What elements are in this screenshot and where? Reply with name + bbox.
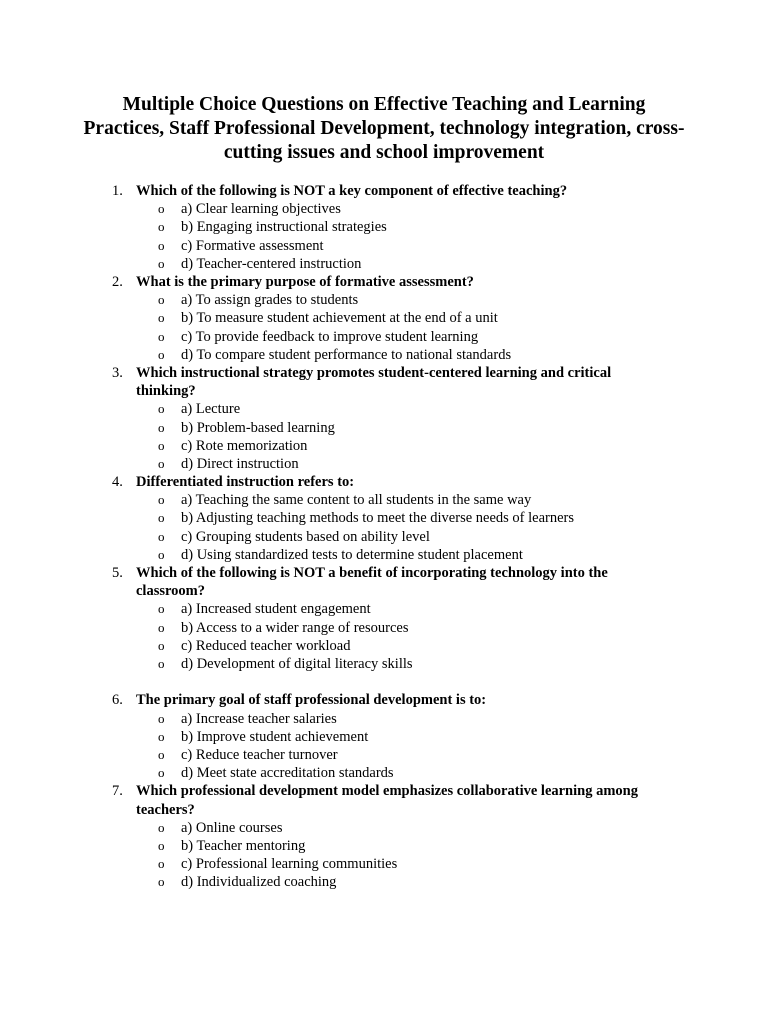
bullet-icon: o <box>158 237 165 253</box>
option-item <box>0 309 768 327</box>
option-item <box>0 346 768 364</box>
option-text: d) Development of digital literacy skills <box>181 655 413 672</box>
option-item <box>0 546 768 564</box>
option-text: a) To assign grades to students <box>181 292 359 309</box>
question-item <box>0 473 768 564</box>
bullet-icon: o <box>158 601 165 617</box>
bullet-icon: o <box>158 546 165 562</box>
bullet-icon: o <box>158 437 165 453</box>
option-item <box>0 419 768 437</box>
bullet-icon: o <box>158 292 165 308</box>
option-list <box>0 291 768 364</box>
option-list <box>0 491 768 564</box>
question-item <box>0 364 768 473</box>
question-text: Which of the following is NOT a benefit of incorporating technology into the classroom? <box>136 565 608 600</box>
bullet-icon: o <box>158 419 165 435</box>
question-text: Differentiated instruction refers to: <box>136 474 355 491</box>
option-item <box>0 509 768 527</box>
option-item <box>0 328 768 346</box>
option-item <box>0 528 768 546</box>
option-text: a) Online courses <box>181 819 283 836</box>
bullet-icon: o <box>158 637 165 653</box>
question-number: 1. <box>112 183 123 199</box>
option-item <box>0 873 768 891</box>
option-text: b) Access to a wider range of resources <box>181 619 409 636</box>
bullet-icon: o <box>158 510 165 526</box>
option-text: b) Improve student achievement <box>181 728 369 745</box>
option-item <box>0 728 768 746</box>
option-text: b) To measure student achievement at the end of a unit <box>181 310 498 327</box>
question-list <box>0 182 768 891</box>
option-text: c) Reduced teacher workload <box>181 637 351 654</box>
option-text: a) Clear learning objectives <box>181 201 341 218</box>
bullet-icon: o <box>158 528 165 544</box>
question-text: Which instructional strategy promotes student-centered learning and critical thinking? <box>136 364 612 400</box>
bullet-icon: o <box>158 255 165 271</box>
option-text: c) Rote memorization <box>181 437 308 454</box>
option-list <box>0 819 768 892</box>
question-number: 3. <box>112 364 123 381</box>
question-number: 6. <box>112 692 123 709</box>
bullet-icon: o <box>158 746 165 762</box>
option-text: d) Teacher-centered instruction <box>181 255 362 272</box>
option-item <box>0 218 768 236</box>
bullet-icon: o <box>158 619 165 635</box>
option-item <box>0 400 768 418</box>
question-number: 2. <box>112 273 123 290</box>
option-item <box>0 710 768 728</box>
bullet-icon: o <box>158 219 165 235</box>
option-item <box>0 764 768 782</box>
option-item <box>0 455 768 473</box>
bullet-icon: o <box>158 856 165 872</box>
option-list <box>0 400 768 473</box>
option-item <box>0 619 768 637</box>
option-item <box>0 746 768 764</box>
option-item <box>0 855 768 873</box>
bullet-icon: o <box>158 710 165 726</box>
question-item <box>0 182 768 273</box>
document-title: Multiple Choice Questions on Effective Teaching and Learning Practices, Staff Professional Development, technology integration, cross-cutting issues and school improvement <box>83 94 685 163</box>
option-item <box>0 237 768 255</box>
bullet-icon: o <box>158 346 165 362</box>
option-text: b) Adjusting teaching methods to meet the diverse needs of learners <box>181 510 575 527</box>
option-item <box>0 655 768 673</box>
option-item <box>0 819 768 837</box>
question-number: 7. <box>112 783 123 800</box>
option-text: a) Increase teacher salaries <box>181 710 337 727</box>
option-text: c) Reduce teacher turnover <box>181 746 338 763</box>
bullet-icon: o <box>158 455 165 471</box>
bullet-icon: o <box>158 728 165 744</box>
bullet-icon: o <box>158 401 165 417</box>
bullet-icon: o <box>158 874 165 890</box>
bullet-icon: o <box>158 837 165 853</box>
question-item <box>0 273 768 364</box>
option-item <box>0 837 768 855</box>
option-text: c) Professional learning communities <box>181 856 398 873</box>
question-text: The primary goal of staff professional development is to: <box>136 692 487 709</box>
option-list <box>0 200 768 273</box>
option-item <box>0 200 768 218</box>
question-item <box>0 564 768 673</box>
question-number: 4. <box>112 474 123 491</box>
question-item <box>0 691 768 782</box>
option-item <box>0 255 768 273</box>
option-item <box>0 637 768 655</box>
option-text: a) Increased student engagement <box>181 601 371 618</box>
option-text: a) Lecture <box>181 401 241 418</box>
question-text: Which of the following is NOT a key component of effective teaching? <box>136 183 568 199</box>
option-item <box>0 491 768 509</box>
bullet-icon: o <box>158 819 165 835</box>
bullet-icon: o <box>158 310 165 326</box>
option-text: d) Direct instruction <box>181 455 299 472</box>
option-text: b) Engaging instructional strategies <box>181 219 387 236</box>
option-text: b) Teacher mentoring <box>181 837 306 854</box>
question-number: 5. <box>112 565 123 582</box>
option-text: c) Formative assessment <box>181 237 324 254</box>
bullet-icon: o <box>158 201 165 217</box>
bullet-icon: o <box>158 655 165 671</box>
option-text: d) Individualized coaching <box>181 874 337 891</box>
option-text: d) Meet state accreditation standards <box>181 765 394 782</box>
bullet-icon: o <box>158 328 165 344</box>
question-text: What is the primary purpose of formative assessment? <box>136 273 474 290</box>
option-item <box>0 437 768 455</box>
option-text: d) To compare student performance to national standards <box>181 346 512 363</box>
question-text: Which professional development model emphasizes collaborative learning among teachers? <box>136 783 638 818</box>
option-item <box>0 600 768 618</box>
question-item <box>0 782 768 891</box>
option-list <box>0 600 768 673</box>
bullet-icon: o <box>158 765 165 781</box>
option-text: a) Teaching the same content to all students in the same way <box>181 492 532 509</box>
option-text: b) Problem-based learning <box>181 419 335 436</box>
option-text: c) Grouping students based on ability level <box>181 528 430 545</box>
option-text: c) To provide feedback to improve student learning <box>181 328 479 345</box>
option-list <box>0 710 768 783</box>
option-item <box>0 291 768 309</box>
option-text: d) Using standardized tests to determine student placement <box>181 546 523 563</box>
bullet-icon: o <box>158 492 165 508</box>
